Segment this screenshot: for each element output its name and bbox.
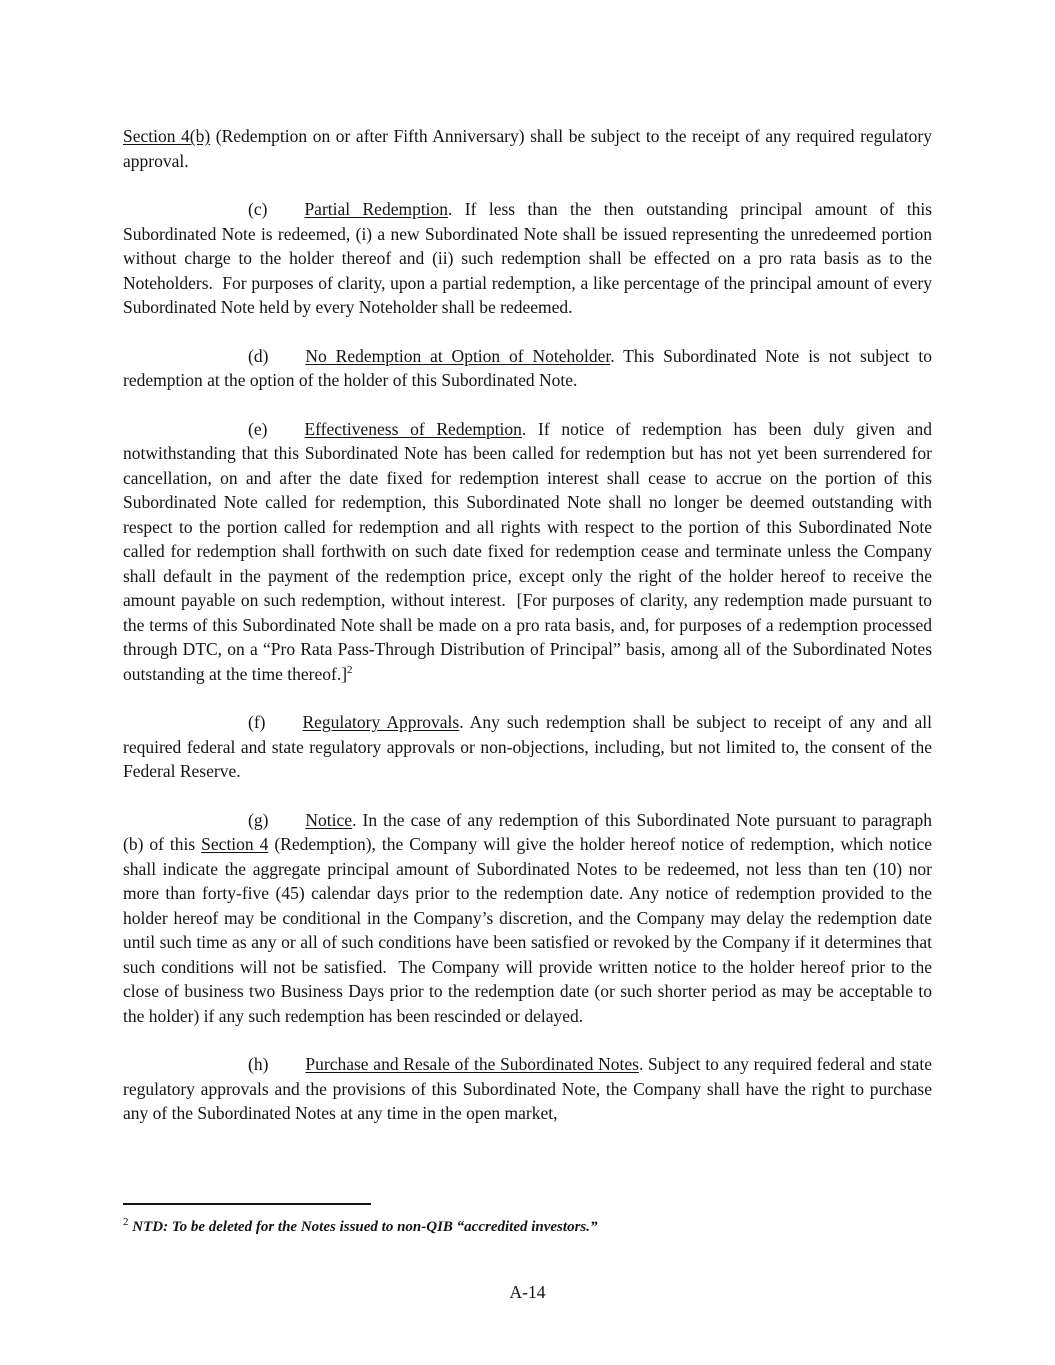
text-run: (e) — [248, 418, 268, 439]
text-run: (h) — [248, 1054, 269, 1074]
bold-italic-text: NTD: To be deleted for the Notes issued to non-QIB “accredited investors.” — [128, 1219, 598, 1235]
text-run: (g) — [248, 809, 269, 830]
text-run: . If notice of redemption has been duly given and notwithstanding that this Subordinated Note has been called for redemption but has not yet been surrendered for cancellation, on and after the date fixed for redemption interest shall cease to accrue on the portion of this Subordinated Note called for redemption, this Subordinated Note shall no longer be deemed outstanding with respect to the portion called for redemption and all rights with respect to the portion of this Subordinated Note called for redemption shall forthwith on such date fixed for redemption cease and terminate unless the Company shall default in the payment of the redemption price, except only the right of the holder hereof to receive the amount payable on such redemption, without interest. [For purposes of clarity, any redemption made pursuant to the terms of this Subordinated Note shall be made on a pro rata basis, and, for purposes of a redemption processed through DTC, on a “Pro Rata Pass-Through Distribution of Principal” basis, among all of the Subordinated Notes outstanding at the time thereof.] — [123, 418, 932, 684]
text-run: . In the case of any redemption of this Subordinated Note pursuant to paragraph (b) of this — [123, 809, 932, 854]
paragraph-c-partial-redemption — [123, 197, 932, 320]
underlined-text: Section 4 — [201, 834, 269, 854]
underlined-text: Purchase and Resale of the Subordinated Notes — [305, 1054, 639, 1074]
underlined-text: No Redemption at Option of Noteholder — [305, 345, 611, 366]
text-run: (d) — [248, 345, 269, 366]
text-run: (c) — [248, 199, 268, 219]
paragraph-continuation — [123, 124, 932, 173]
text-run: . Any such redemption shall be subject to receipt of any and all required federal and state regulatory approvals or non-objections, including, but not limited to, the consent of the Federal Reserve. — [123, 712, 933, 781]
footnote-area — [123, 1203, 932, 1238]
underlined-text: Regulatory Approvals — [302, 712, 460, 732]
text-run: (Redemption), the Company will give the holder hereof notice of redemption, which notice shall indicate the aggregate principal amount of Subordinated Notes to be redeemed, not less than ten (10) nor more than forty-five (45) calendar days prior to the redemption date. Any notice of redemption provided to the holder hereof may be conditional in the Company’s discretion, and the Company may delay the redemption date until such time as any or all of such conditions have been satisfied or revoked by the Company if it determines that such conditions will not be satisfied. The Company will provide written notice to the holder hereof prior to the close of business two Business Days prior to the redemption date (or such shorter period as may be acceptable to the holder) if any such redemption has been rescinded or delayed. — [123, 834, 932, 1026]
underlined-text: Effectiveness of Redemption — [304, 418, 522, 439]
footnote-reference: 2 — [123, 1216, 129, 1228]
document-body — [123, 124, 932, 1126]
footnote-separator-rule — [123, 1203, 371, 1205]
paragraph-g-notice — [123, 808, 932, 1029]
footnote-text — [123, 1217, 932, 1238]
page-number: A-14 — [509, 1282, 546, 1302]
text-run: (f) — [248, 712, 266, 732]
paragraph-e-effectiveness-of-redemption — [123, 417, 932, 687]
text-run: . Subject to any required federal and state regulatory approvals and the provisions of this Subordinated Note, the Company shall have the right to purchase any of the Subordinated Notes at any time in the open market, — [123, 1054, 932, 1123]
text-run: . If less than the then outstanding principal amount of this Subordinated Note is redeemed, (i) a new Subordinated Note shall be issued representing the unredeemed portion without charge to the holder thereof and (ii) such redemption shall be effected on a pro rata basis as to the Noteholders. For purposes of clarity, upon a partial redemption, a like percentage of the principal amount of every Subordinated Note held by every Noteholder shall be redeemed. — [123, 199, 932, 317]
paragraph-f-regulatory-approvals — [123, 710, 932, 784]
underlined-text: Notice — [305, 809, 353, 830]
underlined-text: Partial Redemption — [304, 199, 449, 219]
paragraph-h-purchase-and-resale — [123, 1052, 932, 1126]
paragraph-d-no-redemption-at-option — [123, 344, 932, 393]
underlined-text: Section 4(b) — [123, 126, 211, 146]
text-run: (Redemption on or after Fifth Anniversary) shall be subject to the receipt of any required regulatory approval. — [123, 126, 932, 171]
footnote-reference: 2 — [347, 663, 353, 676]
text-run: . This Subordinated Note is not subject to redemption at the option of the holder of this Subordinated Note. — [123, 345, 932, 390]
